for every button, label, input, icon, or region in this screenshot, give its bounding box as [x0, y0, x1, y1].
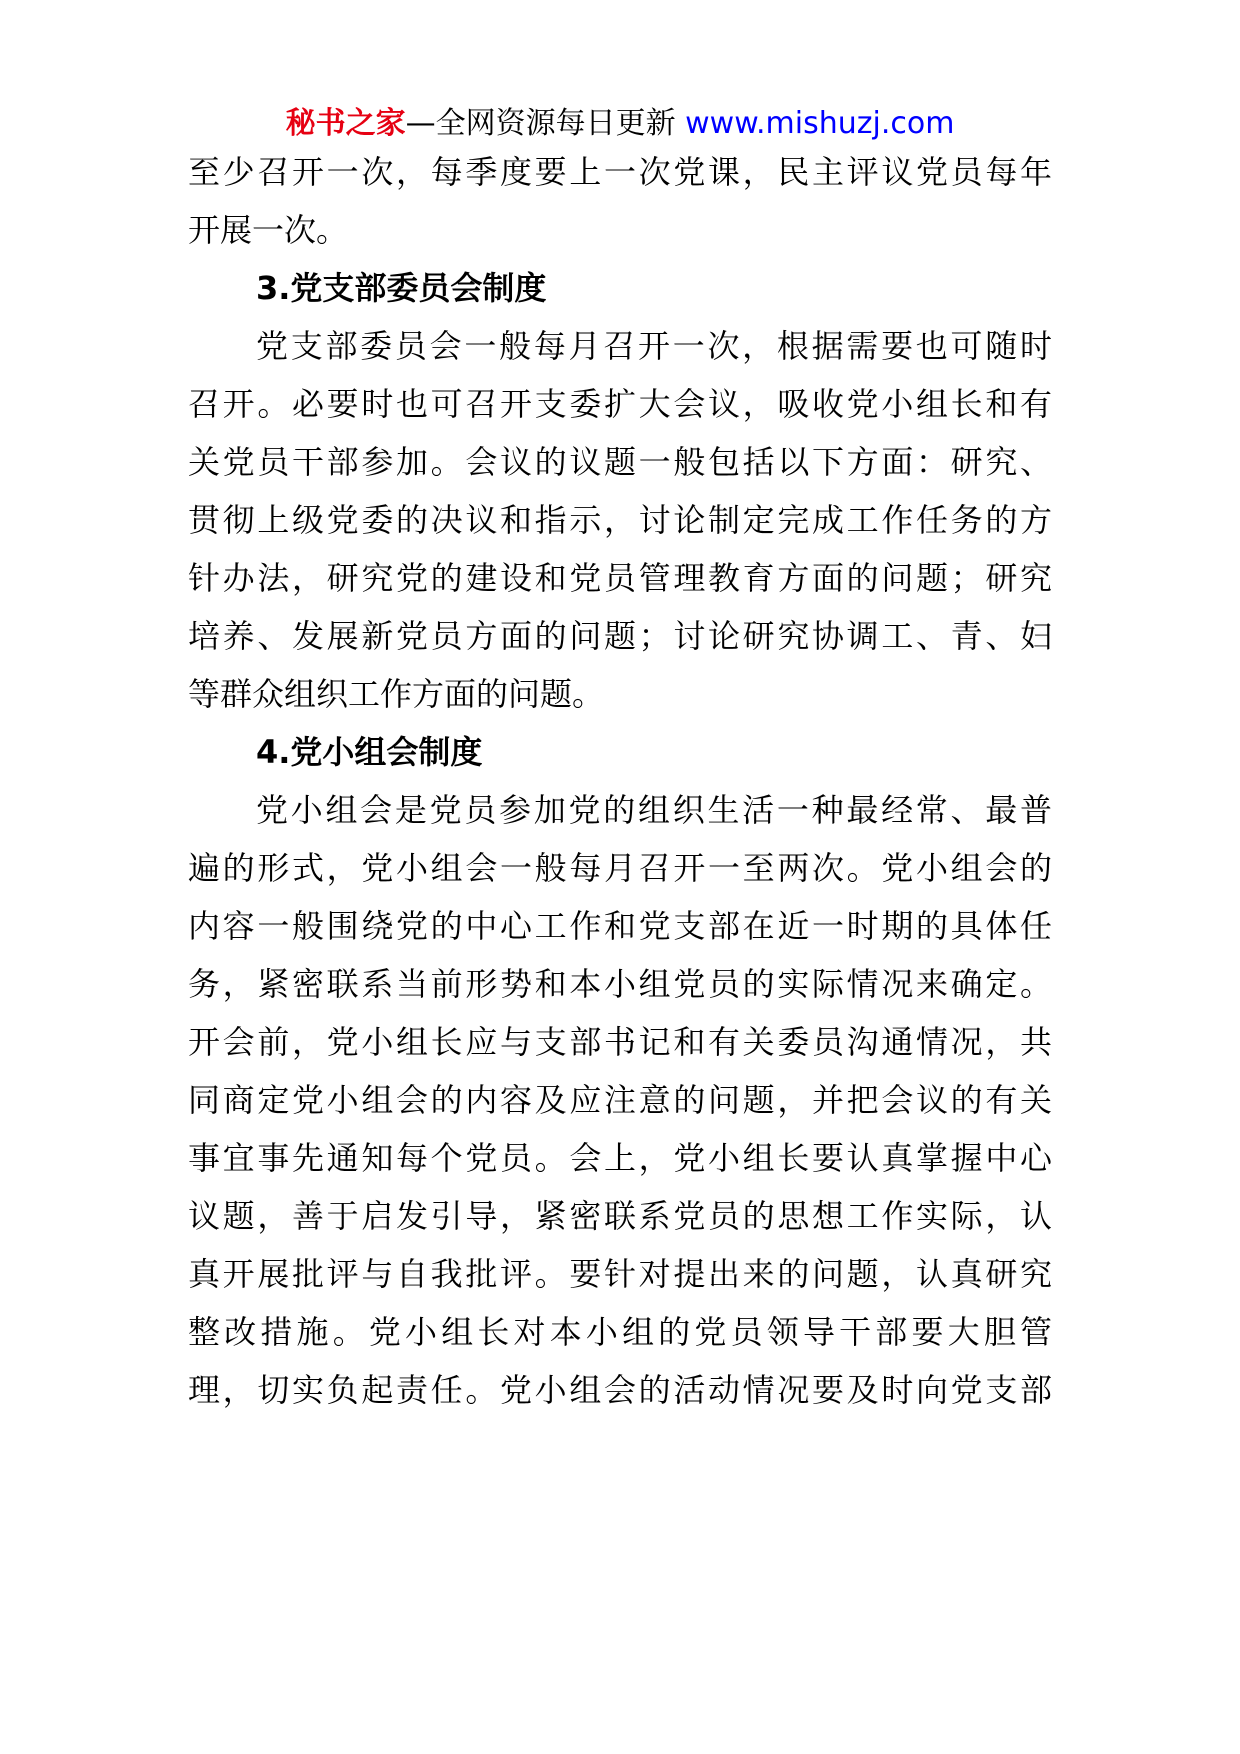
paragraph-line: 务，紧密联系当前形势和本小组党员的实际情况来确定。: [188, 965, 1052, 1003]
paragraph-line: 关党员干部参加。会议的议题一般包括以下方面：研究、: [188, 443, 1052, 481]
paragraph-line: 理，切实负起责任。党小组会的活动情况要及时向党支部: [188, 1371, 1052, 1409]
paragraph-line: 等群众组织工作方面的问题。: [188, 675, 605, 713]
section-heading-4: 4.党小组会制度: [256, 733, 483, 771]
section-heading-3: 3.党支部委员会制度: [256, 269, 547, 307]
paragraph-line: 事宜事先通知每个党员。会上，党小组长要认真掌握中心: [188, 1139, 1052, 1177]
paragraph-line: 党支部委员会一般每月召开一次，根据需要也可随时: [256, 327, 1052, 365]
paragraph-line: 议题，善于启发引导，紧密联系党员的思想工作实际，认: [188, 1197, 1052, 1235]
header-url-link[interactable]: www.mishuzj.com: [685, 106, 955, 141]
paragraph-line: 整改措施。党小组长对本小组的党员领导干部要大胆管: [188, 1313, 1052, 1351]
header-brand: 秘书之家: [285, 106, 406, 141]
header-slogan: —全网资源每日更新: [405, 106, 676, 141]
paragraph-line: 开展一次。: [188, 211, 349, 249]
paragraph-line: 开会前，党小组长应与支部书记和有关委员沟通情况，共: [188, 1023, 1052, 1061]
paragraph-line: 召开。必要时也可召开支委扩大会议，吸收党小组长和有: [188, 385, 1052, 423]
page-header: [0, 104, 1240, 144]
paragraph-line: 至少召开一次，每季度要上一次党课，民主评议党员每年: [188, 153, 1052, 191]
paragraph-line: 针办法，研究党的建设和党员管理教育方面的问题；研究: [188, 559, 1052, 597]
paragraph-line: 内容一般围绕党的中心工作和党支部在近一时期的具体任: [188, 907, 1052, 945]
paragraph-line: 贯彻上级党委的决议和指示，讨论制定完成工作任务的方: [188, 501, 1052, 539]
paragraph-line: 真开展批评与自我批评。要针对提出来的问题，认真研究: [188, 1255, 1052, 1293]
paragraph-line: 党小组会是党员参加党的组织生活一种最经常、最普: [256, 791, 1052, 829]
paragraph-line: 培养、发展新党员方面的问题；讨论研究协调工、青、妇: [188, 617, 1052, 655]
paragraph-line: 同商定党小组会的内容及应注意的问题，并把会议的有关: [188, 1081, 1052, 1119]
paragraph-line: 遍的形式，党小组会一般每月召开一至两次。党小组会的: [188, 849, 1052, 887]
